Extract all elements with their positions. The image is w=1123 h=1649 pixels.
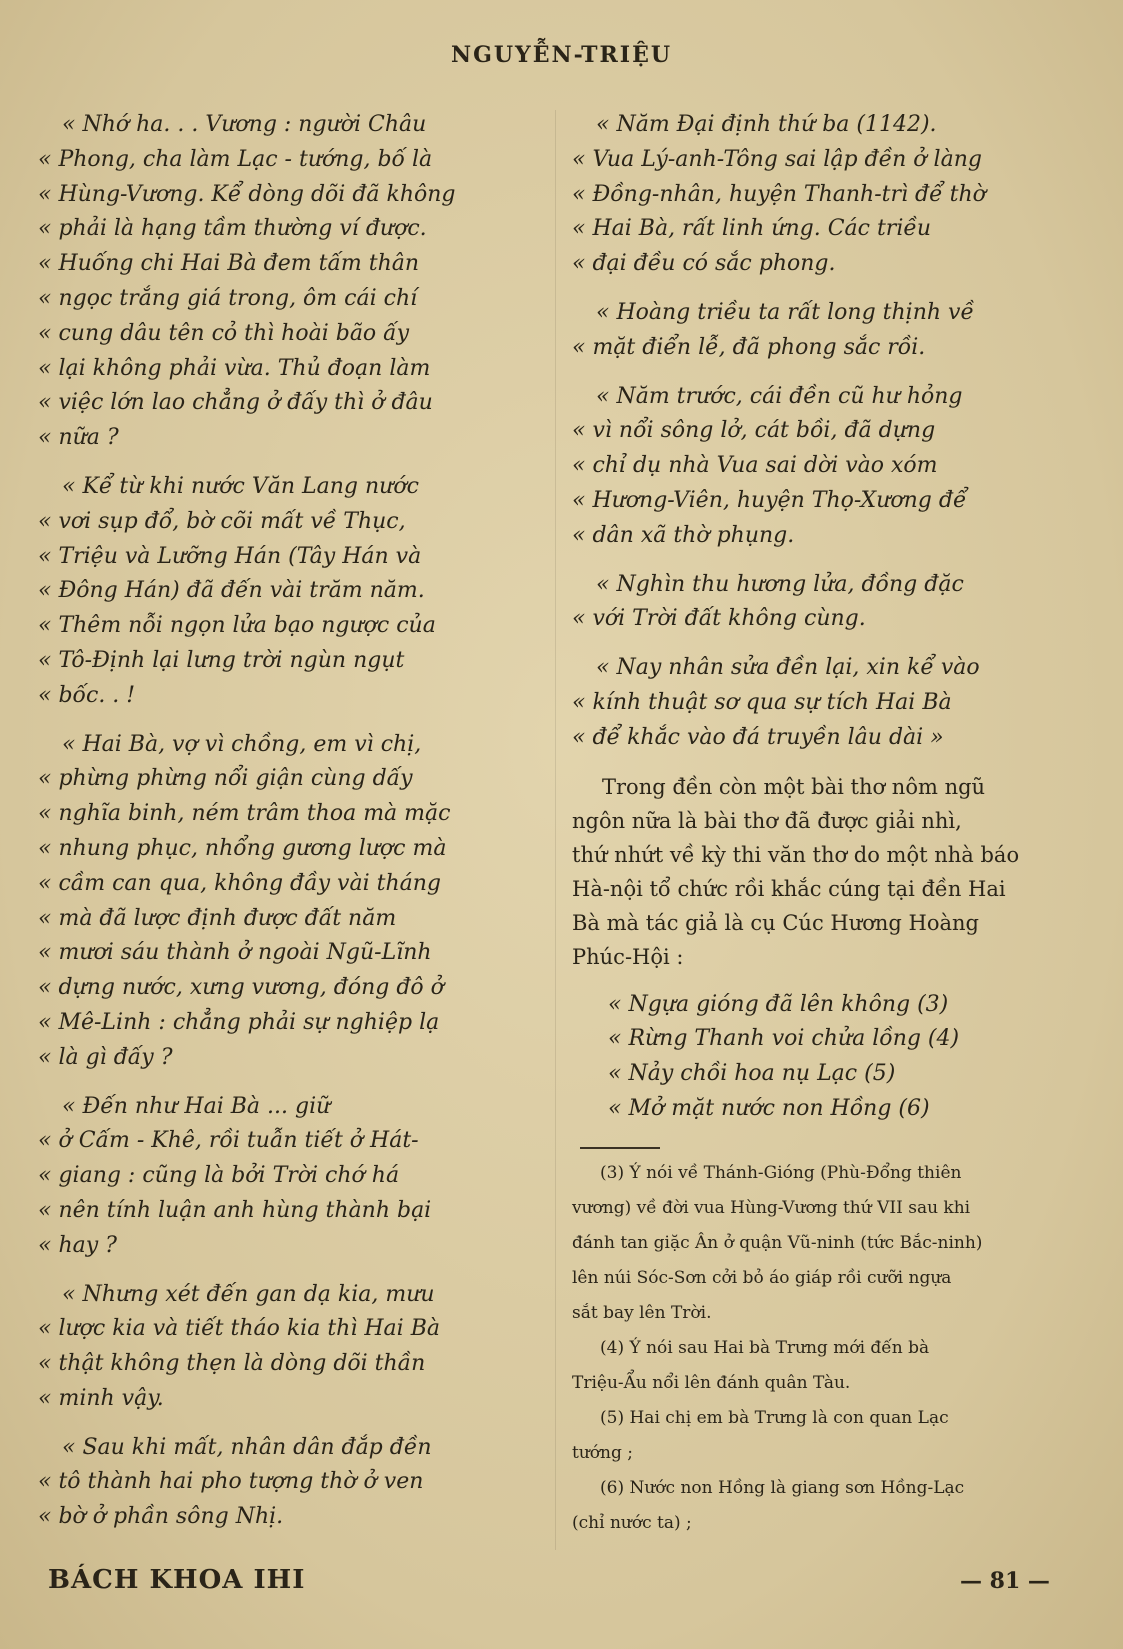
prose-line: Trong đền còn một bài thơ nôm ngũ	[602, 774, 986, 799]
text-line: « Hương-Viên, huyện Thọ-Xương để	[572, 487, 967, 513]
poem	[572, 988, 1082, 1127]
paragraph	[38, 470, 538, 714]
left-column	[38, 108, 538, 1549]
text-line: « thật không thẹn là dòng dõi thần	[38, 1351, 426, 1377]
text-line: « minh vậy.	[38, 1385, 164, 1411]
paragraph	[572, 651, 1082, 755]
footnote-line: (6) Nước non Hồng là giang sơn Hồng-Lạc	[600, 1477, 965, 1498]
text-line: « vơi sụp đổ, bờ cõi mất về Thục,	[38, 508, 406, 534]
text-line: « đại đều có sắc phong.	[572, 251, 836, 277]
text-line: « Đông Hán) đã đến vài trăm năm.	[38, 578, 425, 604]
text-line: « Sau khi mất, nhân dân đắp đền	[62, 1434, 432, 1460]
footnote-line: Triệu-Ẩu nổi lên đánh quân Tàu.	[572, 1372, 851, 1393]
paragraph	[572, 296, 1082, 366]
text-line: « lược kia và tiết tháo kia thì Hai Bà	[38, 1316, 440, 1342]
text-line: « mặt điển lễ, đã phong sắc rồi.	[572, 334, 926, 360]
text-line: « bốc. . !	[38, 682, 136, 708]
text-line: « lại không phải vừa. Thủ đoạn làm	[38, 355, 431, 381]
text-line: « với Trời đất không cùng.	[572, 606, 866, 632]
text-line: « Huống chi Hai Bà đem tấm thân	[38, 251, 420, 277]
paragraph	[572, 568, 1082, 638]
magazine-name: BÁCH KHOA IHI	[48, 1565, 306, 1595]
footnote-line: (3) Ý nói về Thánh-Gióng (Phù-Đổng thiên	[600, 1162, 962, 1183]
page-number: — 81 —	[960, 1568, 1050, 1594]
text-line: « việc lớn lao chẳng ở đấy thì ở đâu	[38, 390, 433, 416]
text-line: « hay ?	[38, 1232, 117, 1258]
text-line: « Năm trước, cái đền cũ hư hỏng	[596, 383, 963, 409]
text-line: « Vua Lý-anh-Tông sai lập đền ở làng	[572, 146, 982, 172]
text-line: « Triệu và Lưỡng Hán (Tây Hán và	[38, 543, 422, 569]
text-line: « Nghìn thu hương lửa, đồng đặc	[596, 571, 964, 597]
footnote-line: tướng ;	[572, 1442, 633, 1463]
paragraph	[38, 1090, 538, 1264]
prose-line: ngôn nữa là bài thơ đã được giải nhì,	[572, 808, 962, 833]
text-line: « Hùng-Vương. Kể dòng dõi đã không	[38, 181, 456, 207]
footnote	[572, 1404, 1082, 1468]
paragraph	[38, 108, 538, 456]
poem-line: « Nảy chồi hoa nụ Lạc (5)	[608, 1061, 896, 1087]
text-line: « để khắc vào đá truyền lâu dài »	[572, 724, 944, 750]
text-line: « phừng phừng nổi giận cùng dấy	[38, 766, 413, 792]
footnote	[572, 1159, 1082, 1328]
footnote-line: lên núi Sóc-Sơn cởi bỏ áo giáp rồi cưỡi ngựa	[572, 1267, 952, 1288]
footnote-line: (4) Ý nói sau Hai bà Trưng mới đến bà	[600, 1337, 930, 1358]
text-line: « vì nổi sông lở, cát bồi, đã dựng	[572, 418, 936, 444]
prose-line: Phúc-Hội :	[572, 944, 684, 969]
footnote-rule	[580, 1147, 660, 1149]
footnote-line: (chỉ nước ta) ;	[572, 1512, 692, 1533]
poem-line: « Rừng Thanh voi chửa lồng (4)	[608, 1026, 960, 1052]
prose-paragraph	[572, 770, 1082, 974]
text-line: « bờ ở phần sông Nhị.	[38, 1504, 284, 1530]
text-line: « Hai Bà, rất linh ứng. Các triều	[572, 216, 932, 242]
text-line: « nghĩa binh, ném trâm thoa mà mặc	[38, 801, 451, 827]
text-line: « chỉ dụ nhà Vua sai dời vào xóm	[572, 453, 938, 479]
footnote	[572, 1334, 1082, 1398]
text-line: « dựng nước, xưng vương, đóng đô ở	[38, 975, 444, 1001]
footnote	[572, 1474, 1082, 1538]
text-line: « Hoàng triều ta rất long thịnh về	[596, 299, 974, 325]
text-line: « Tô-Định lại lưng trời ngùn ngụt	[38, 647, 405, 673]
text-line: « là gì đấy ?	[38, 1044, 173, 1070]
paragraph	[38, 1278, 538, 1417]
footnote-line: (5) Hai chị em bà Trưng là con quan Lạc	[600, 1407, 949, 1428]
poem-line: « Mở mặt nước non Hồng (6)	[608, 1095, 930, 1121]
text-line: « nên tính luận anh hùng thành bại	[38, 1197, 432, 1223]
text-line: « Đến như Hai Bà ... giữ	[62, 1093, 331, 1119]
text-line: « giang : cũng là bởi Trời chớ há	[38, 1163, 400, 1189]
text-line: « Thêm nỗi ngọn lửa bạo ngược của	[38, 613, 436, 639]
text-line: « Kể từ khi nước Văn Lang nước	[62, 473, 419, 499]
page-header: NGUYỄN-TRIỆU	[450, 42, 673, 68]
prose-line: Bà mà tác giả là cụ Cúc Hương Hoàng	[572, 910, 979, 935]
text-line: « tô thành hai pho tượng thờ ở ven	[38, 1469, 424, 1495]
text-line: « Phong, cha làm Lạc - tướng, bố là	[38, 146, 433, 172]
text-line: « phải là hạng tầm thường ví được.	[38, 216, 427, 242]
text-line: « Mê-Linh : chẳng phải sự nghiệp lạ	[38, 1009, 440, 1035]
prose-line: Hà-nội tổ chức rồi khắc cúng tại đền Hai	[572, 876, 1006, 901]
text-line: « nữa ?	[38, 425, 119, 451]
right-column	[572, 108, 1082, 1544]
paragraph	[572, 380, 1082, 554]
text-line: « cung dâu tên cỏ thì hoài bão ấy	[38, 320, 410, 346]
poem-line: « Ngựa gióng đã lên không (3)	[608, 991, 949, 1017]
text-line: « dân xã thờ phụng.	[572, 522, 795, 548]
text-line: « Năm Đại định thứ ba (1142).	[596, 112, 937, 137]
column-divider	[555, 110, 556, 1550]
text-line: « nhung phục, nhổng gương lược mà	[38, 835, 447, 861]
text-line: « Hai Bà, vợ vì chồng, em vì chị,	[62, 731, 422, 757]
text-line: « ở Cấm - Khê, rồi tuẫn tiết ở Hát-	[38, 1128, 419, 1154]
text-line: « mà đã lược định được đất năm	[38, 905, 397, 931]
text-line: « mươi sáu thành ở ngoài Ngũ-Lĩnh	[38, 940, 432, 966]
footnote-line: đánh tan giặc Ân ở quận Vũ-ninh (tức Bắc-ninh)	[572, 1232, 983, 1253]
text-line: « Nhưng xét đến gan dạ kia, mưu	[62, 1281, 435, 1307]
prose-line: thứ nhứt về kỳ thi văn thơ do một nhà báo	[572, 842, 1020, 867]
text-line: « ngọc trắng giá trong, ôm cái chí	[38, 285, 418, 311]
footnote-line: vương) về đời vua Hùng-Vương thứ VII sau khi	[572, 1197, 971, 1218]
text-line: « Đồng-nhân, huyện Thanh-trì để thờ	[572, 181, 986, 207]
text-line: « Nay nhân sửa đền lại, xin kể vào	[596, 655, 980, 681]
text-line: « cầm can qua, không đầy vài tháng	[38, 870, 441, 896]
paragraph	[38, 1431, 538, 1535]
text-line: « kính thuật sơ qua sự tích Hai Bà	[572, 689, 952, 715]
paragraph	[572, 108, 1082, 282]
paragraph	[38, 728, 538, 1076]
footnote-line: sắt bay lên Trời.	[572, 1302, 712, 1323]
text-line: « Nhớ ha. . . Vương : người Châu	[62, 112, 427, 137]
